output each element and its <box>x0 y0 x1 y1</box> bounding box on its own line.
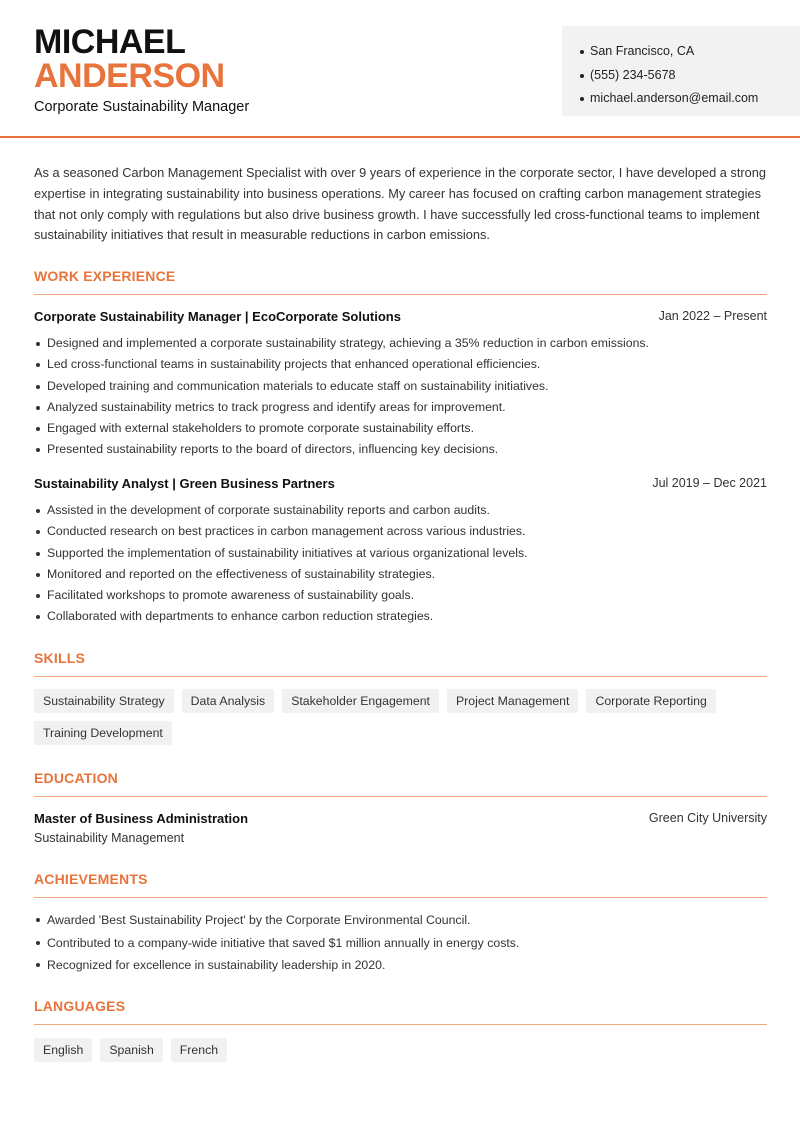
job-header <box>34 476 767 494</box>
list-item: Analyzed sustainability metrics to track progress and identify areas for improvement. <box>34 397 767 418</box>
skill-chip: Data Analysis <box>182 689 275 713</box>
section-title-achievements: ACHIEVEMENTS <box>34 871 148 887</box>
skill-chip: Stakeholder Engagement <box>282 689 439 713</box>
section-divider <box>34 294 767 295</box>
list-item: Conducted research on best practices in carbon management across various industries. <box>34 521 767 542</box>
list-item: Monitored and reported on the effectiveness of sustainability strategies. <box>34 564 767 585</box>
list-item: Developed training and communication materials to educate staff on sustainability initiatives. <box>34 376 767 397</box>
list-item: Presented sustainability reports to the board of directors, influencing key decisions. <box>34 439 767 460</box>
list-item: Led cross-functional teams in sustainability projects that enhanced operational efficiencies. <box>34 354 767 375</box>
contact-email[interactable]: michael.anderson@email.com <box>578 87 800 111</box>
languages-list <box>34 1038 767 1062</box>
language-chip: French <box>171 1038 227 1062</box>
education-school: Green City University <box>648 811 767 825</box>
section-divider <box>34 897 767 898</box>
resume-header <box>0 0 800 138</box>
job-role: Sustainability Analyst | Green Business Partners <box>34 476 335 491</box>
list-item: Assisted in the development of corporate sustainability reports and carbon audits. <box>34 500 767 521</box>
job-bullets <box>34 500 767 628</box>
job-role: Corporate Sustainability Manager | EcoCorporate Solutions <box>34 309 401 324</box>
last-name: ANDERSON <box>34 57 225 95</box>
list-item: Supported the implementation of sustainability initiatives at various organizational levels. <box>34 543 767 564</box>
contact-location: San Francisco, CA <box>578 40 800 64</box>
contact-box <box>562 26 800 116</box>
list-item: Awarded 'Best Sustainability Project' by the Corporate Environmental Council. <box>34 909 767 932</box>
section-divider <box>34 1024 767 1025</box>
section-title-education: EDUCATION <box>34 770 118 786</box>
list-item: Contributed to a company-wide initiative that saved $1 million annually in energy costs. <box>34 932 767 955</box>
language-chip: Spanish <box>100 1038 162 1062</box>
skill-chip: Training Development <box>34 721 172 745</box>
contact-phone: (555) 234-5678 <box>578 64 800 88</box>
section-divider <box>34 796 767 797</box>
job-dates: Jul 2019 – Dec 2021 <box>652 476 767 490</box>
list-item: Collaborated with departments to enhance carbon reduction strategies. <box>34 606 767 627</box>
list-item: Recognized for excellence in sustainability leadership in 2020. <box>34 954 767 977</box>
job-header <box>34 309 767 327</box>
education-degree: Master of Business Administration <box>34 811 249 826</box>
first-name: MICHAEL <box>34 23 186 61</box>
list-item: Engaged with external stakeholders to promote corporate sustainability efforts. <box>34 418 767 439</box>
skill-chip: Sustainability Strategy <box>34 689 174 713</box>
section-divider <box>34 676 767 677</box>
section-title-work: WORK EXPERIENCE <box>34 268 176 284</box>
list-item: Designed and implemented a corporate sustainability strategy, achieving a 35% reduction in carbon emissions. <box>34 333 767 354</box>
education-field: Sustainability Management <box>34 831 185 845</box>
job-bullets <box>34 333 767 461</box>
summary: As a seasoned Carbon Management Specialist with over 9 years of experience in the corporate sector, I have developed a strong expertise in integrating sustainability into business operations. My career has focused on crafting carbon management strategies that not only comply with regulations but also drive business growth. I have successfully led cross-functional teams to implement sustainability initiatives that result in measurable reductions in carbon emissions. <box>34 165 766 243</box>
list-item: Facilitated workshops to promote awareness of sustainability goals. <box>34 585 767 606</box>
skills-list <box>34 689 767 745</box>
section-title-skills: SKILLS <box>34 650 85 666</box>
skill-chip: Corporate Reporting <box>586 689 715 713</box>
job-dates: Jan 2022 – Present <box>658 309 767 323</box>
section-title-languages: LANGUAGES <box>34 998 126 1014</box>
achievements-list <box>34 909 767 977</box>
language-chip: English <box>34 1038 92 1062</box>
skill-chip: Project Management <box>447 689 578 713</box>
job-title: Corporate Sustainability Manager <box>34 99 250 115</box>
